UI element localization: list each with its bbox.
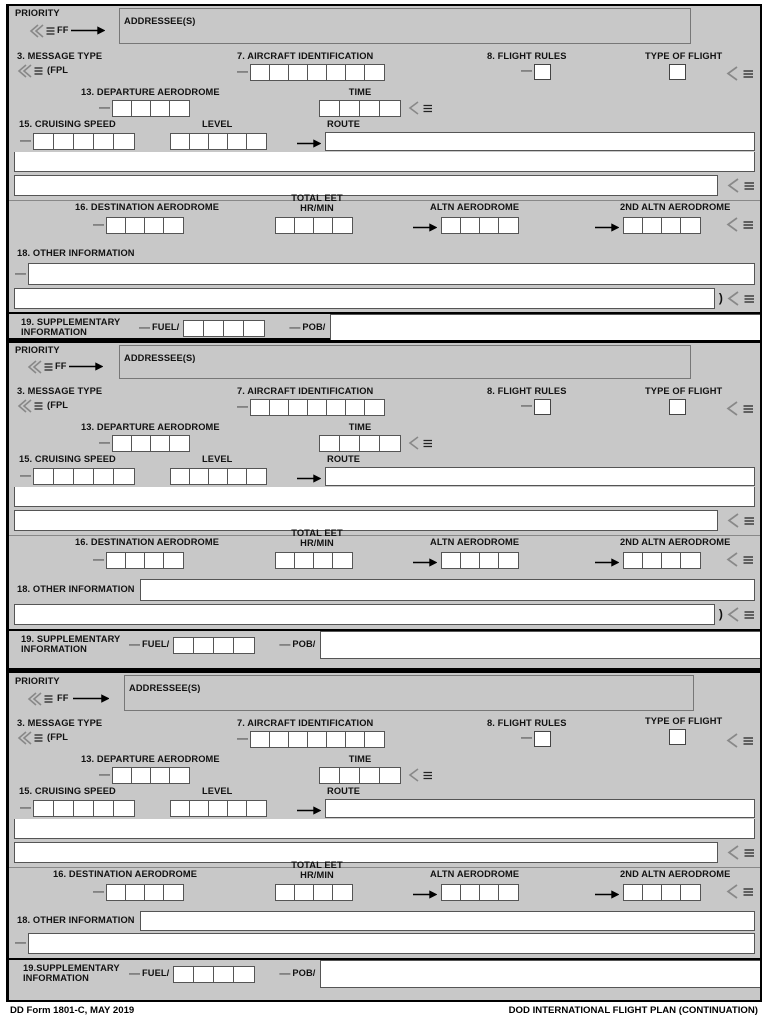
- route-label: ROUTE: [327, 786, 361, 796]
- flight-plan-block-3: [6, 670, 762, 1002]
- type-of-flight-input[interactable]: [669, 729, 686, 745]
- supplementary-label: 19. SUPPLEMENTARY: [21, 317, 121, 328]
- second-altn-aerodrome-input[interactable]: [623, 217, 701, 234]
- aircraft-id-input[interactable]: [250, 731, 385, 748]
- total-eet-input[interactable]: [275, 552, 353, 569]
- priority-label: PRIORITY: [15, 676, 60, 686]
- hr-min-label: HR/MIN: [300, 202, 334, 213]
- altn-aerodrome-input[interactable]: [441, 884, 519, 901]
- pob-label: POB/: [302, 322, 326, 333]
- flight-rules-input[interactable]: [534, 399, 551, 415]
- right-arrow-icon: [595, 890, 619, 899]
- time-group: [319, 88, 433, 117]
- dash-marker: —: [279, 638, 291, 651]
- message-type-label: 3. MESSAGE TYPE: [17, 51, 103, 61]
- message-type-group: [17, 52, 102, 78]
- dash-marker: —: [99, 436, 110, 449]
- information-label: INFORMATION: [21, 327, 87, 337]
- other-information-label: 18. OTHER INFORMATION: [17, 584, 135, 595]
- destination-aerodrome-label: 16. DESTINATION AERODROME: [75, 537, 220, 547]
- chevron-bars-icon: [725, 552, 754, 567]
- route-line2-input[interactable]: [14, 487, 755, 507]
- message-type-label: 3. MESSAGE TYPE: [17, 386, 103, 396]
- route-line2-input[interactable]: [14, 819, 755, 839]
- cruising-speed-label: 15. CRUISING SPEED: [19, 454, 116, 464]
- altn-aerodrome-label: ALTN AERODROME: [430, 869, 520, 879]
- fuel-input[interactable]: [173, 966, 255, 983]
- fuel-label: FUEL/: [142, 968, 170, 979]
- addressees-label: ADDRESSEE(S): [129, 683, 201, 693]
- cruising-speed-label: 15. CRUISING SPEED: [19, 119, 116, 129]
- dash-marker: —: [93, 886, 104, 898]
- other-information-line2-input[interactable]: [14, 604, 715, 625]
- chevron-bars-icon: [407, 101, 433, 115]
- supplementary-label: 19. SUPPLEMENTARY: [21, 634, 121, 645]
- form-number-label: DD Form 1801-C, MAY 2019: [10, 1005, 135, 1016]
- form-title-label: DOD INTERNATIONAL FLIGHT PLAN (CONTINUATION): [508, 1005, 758, 1016]
- double-chevron-bars-icon: [17, 399, 43, 413]
- pob-label: POB/: [292, 639, 316, 650]
- double-chevron-bars-icon: [27, 692, 53, 706]
- priority-label: PRIORITY: [15, 345, 60, 355]
- long-right-arrow-icon: [73, 694, 109, 703]
- ff-label: FF: [57, 692, 69, 703]
- route-line3-input[interactable]: [14, 510, 718, 531]
- long-right-arrow-icon: [69, 362, 103, 371]
- type-of-flight-input[interactable]: [669, 399, 686, 415]
- total-eet-input[interactable]: [275, 884, 353, 901]
- dash-marker: —: [237, 400, 248, 413]
- right-arrow-icon: [595, 223, 619, 232]
- departure-aerodrome-input[interactable]: [112, 435, 190, 452]
- pob-input[interactable]: [320, 960, 761, 988]
- right-arrow-icon: [297, 806, 321, 815]
- dash-marker: —: [129, 967, 140, 980]
- addressees-input[interactable]: [129, 696, 693, 716]
- chevron-bars-icon: [725, 733, 754, 748]
- addressees-label: ADDRESSEE(S): [124, 353, 196, 363]
- flight-rules-label: 8. FLIGHT RULES: [487, 386, 567, 396]
- flight-rules-group: [487, 52, 567, 80]
- second-altn-aerodrome-input[interactable]: [623, 552, 701, 569]
- flight-rules-label: 8. FLIGHT RULES: [487, 51, 567, 61]
- cruising-speed-input[interactable]: [33, 468, 135, 485]
- route-label: ROUTE: [327, 454, 361, 464]
- cruising-speed-input[interactable]: [33, 800, 135, 817]
- information-label: INFORMATION: [23, 973, 89, 983]
- pob-input[interactable]: [330, 314, 761, 342]
- destination-aerodrome-input[interactable]: [106, 552, 184, 569]
- long-right-arrow-icon: [71, 26, 105, 35]
- flight-rules-label: 8. FLIGHT RULES: [487, 718, 567, 728]
- destination-aerodrome-label: 16. DESTINATION AERODROME: [75, 202, 220, 212]
- dash-marker: —: [237, 732, 248, 745]
- ff-label: FF: [55, 360, 67, 371]
- right-arrow-icon: [413, 890, 437, 899]
- flight-plan-block-1: [6, 4, 762, 340]
- destination-aerodrome-label: 16. DESTINATION AERODROME: [53, 869, 198, 879]
- dash-marker: —: [129, 638, 140, 651]
- dash-marker: —: [99, 101, 110, 114]
- message-type-label: 3. MESSAGE TYPE: [17, 718, 103, 728]
- second-altn-aerodrome-label: 2ND ALTN AERODROME: [620, 869, 731, 879]
- addressees-input[interactable]: [124, 366, 690, 384]
- departure-aerodrome-group: [81, 88, 220, 117]
- dash-marker: —: [20, 802, 31, 814]
- total-eet-input[interactable]: [275, 217, 353, 234]
- departure-aerodrome-label: 13. DEPARTURE AERODROME: [81, 87, 220, 97]
- dash-marker: —: [237, 65, 248, 78]
- dash-marker: —: [139, 321, 150, 334]
- altn-aerodrome-label: ALTN AERODROME: [430, 202, 520, 212]
- chevron-bars-icon: [726, 291, 755, 306]
- fpl-label: (FPL: [47, 64, 69, 75]
- type-of-flight-label: TYPE OF FLIGHT: [645, 51, 723, 61]
- departure-aerodrome-input[interactable]: [112, 100, 190, 117]
- chevron-bars-icon: [726, 607, 755, 622]
- type-of-flight-label: TYPE OF FLIGHT: [645, 716, 723, 726]
- second-altn-aerodrome-label: 2ND ALTN AERODROME: [620, 537, 731, 547]
- fpl-label: (FPL: [47, 399, 69, 410]
- other-information-label: 18. OTHER INFORMATION: [17, 915, 135, 926]
- flight-rules-input[interactable]: [534, 64, 551, 80]
- route-input[interactable]: [325, 467, 755, 486]
- level-label: LEVEL: [202, 119, 233, 129]
- aircraft-id-label: 7. AIRCRAFT IDENTIFICATION: [237, 718, 374, 728]
- route-line2-input[interactable]: [14, 152, 755, 172]
- double-chevron-bars-icon: [29, 24, 55, 38]
- close-paren-label: ): [718, 607, 723, 622]
- chevron-bars-icon: [726, 513, 755, 528]
- route-line3-input[interactable]: [14, 175, 718, 196]
- other-information-line2-input[interactable]: [14, 288, 715, 309]
- dash-marker: —: [20, 135, 31, 147]
- hr-min-label: HR/MIN: [300, 869, 334, 880]
- other-information-input[interactable]: [140, 911, 755, 931]
- other-information-line2-input[interactable]: [28, 933, 755, 954]
- supplementary-label: 19.SUPPLEMENTARY: [23, 963, 120, 974]
- aircraft-id-group: [237, 52, 385, 81]
- chevron-bars-icon: [725, 66, 754, 81]
- double-chevron-bars-icon: [17, 64, 43, 78]
- altn-aerodrome-label: ALTN AERODROME: [430, 537, 520, 547]
- fpl-label: (FPL: [47, 731, 69, 742]
- fuel-input[interactable]: [173, 637, 255, 654]
- close-paren-label: ): [718, 291, 723, 306]
- dash-marker: —: [521, 732, 532, 745]
- aircraft-id-label: 7. AIRCRAFT IDENTIFICATION: [237, 386, 374, 396]
- route-label: ROUTE: [327, 119, 361, 129]
- hr-min-label: HR/MIN: [300, 537, 334, 548]
- other-information-label: 18. OTHER INFORMATION: [17, 248, 135, 258]
- aircraft-id-label: 7. AIRCRAFT IDENTIFICATION: [237, 51, 374, 61]
- dash-marker: —: [289, 321, 301, 334]
- chevron-bars-icon: [407, 436, 433, 450]
- priority-group: [9, 343, 119, 387]
- double-chevron-bars-icon: [17, 731, 43, 745]
- second-altn-aerodrome-input[interactable]: [623, 884, 701, 901]
- departure-aerodrome-label: 13. DEPARTURE AERODROME: [81, 754, 220, 764]
- level-label: LEVEL: [202, 454, 233, 464]
- level-input[interactable]: [170, 133, 267, 150]
- route-line3-input[interactable]: [14, 842, 718, 863]
- destination-aerodrome-input[interactable]: [106, 217, 184, 234]
- departure-aerodrome-label: 13. DEPARTURE AERODROME: [81, 422, 220, 432]
- priority-label: PRIORITY: [15, 8, 60, 18]
- aircraft-id-input[interactable]: [250, 399, 385, 416]
- total-eet-label: TOTAL EET: [291, 528, 343, 538]
- fuel-input[interactable]: [183, 320, 265, 337]
- type-of-flight-group: [645, 52, 722, 80]
- chevron-bars-icon: [725, 217, 754, 232]
- chevron-bars-icon: [407, 768, 433, 782]
- departure-aerodrome-input[interactable]: [112, 767, 190, 784]
- right-arrow-icon: [297, 474, 321, 483]
- cruising-speed-input[interactable]: [33, 133, 135, 150]
- level-label: LEVEL: [202, 786, 233, 796]
- chevron-bars-icon: [726, 178, 755, 193]
- right-arrow-icon: [595, 558, 619, 567]
- fuel-label: FUEL/: [142, 639, 170, 650]
- time-label: TIME: [348, 87, 372, 97]
- double-chevron-bars-icon: [27, 360, 53, 374]
- altn-aerodrome-input[interactable]: [441, 217, 519, 234]
- addressees-label: ADDRESSEE(S): [124, 16, 196, 26]
- pob-input[interactable]: [320, 631, 761, 659]
- altn-aerodrome-input[interactable]: [441, 552, 519, 569]
- time-input[interactable]: [319, 100, 401, 117]
- addressees-input[interactable]: [124, 29, 690, 49]
- right-arrow-icon: [413, 558, 437, 567]
- type-of-flight-input[interactable]: [669, 64, 686, 80]
- time-input[interactable]: [319, 767, 401, 784]
- second-altn-aerodrome-label: 2ND ALTN AERODROME: [620, 202, 731, 212]
- right-arrow-icon: [297, 139, 321, 148]
- dash-marker: —: [521, 65, 532, 78]
- dash-marker: —: [99, 768, 110, 781]
- chevron-bars-icon: [726, 845, 755, 860]
- aircraft-id-input[interactable]: [250, 64, 385, 81]
- form-footer: [6, 1002, 762, 1016]
- route-input[interactable]: [325, 132, 755, 151]
- ff-label: FF: [57, 24, 69, 35]
- route-input[interactable]: [325, 799, 755, 818]
- dash-marker: —: [521, 400, 532, 413]
- level-input[interactable]: [170, 800, 267, 817]
- dash-marker: —: [93, 554, 104, 566]
- time-label: TIME: [348, 754, 372, 764]
- flight-plan-block-2: [6, 340, 762, 670]
- total-eet-label: TOTAL EET: [291, 860, 343, 870]
- information-label: INFORMATION: [21, 644, 87, 654]
- right-arrow-icon: [413, 223, 437, 232]
- type-of-flight-label: TYPE OF FLIGHT: [645, 386, 723, 396]
- dash-marker: —: [15, 937, 26, 949]
- priority-group: [9, 673, 124, 719]
- total-eet-label: TOTAL EET: [291, 193, 343, 203]
- dash-marker: —: [93, 219, 104, 231]
- flight-rules-input[interactable]: [534, 731, 551, 747]
- fuel-label: FUEL/: [152, 322, 180, 333]
- chevron-bars-icon: [725, 884, 754, 899]
- priority-group: [9, 6, 119, 52]
- dash-marker: —: [279, 967, 291, 980]
- level-input[interactable]: [170, 468, 267, 485]
- dash-marker: —: [20, 470, 31, 482]
- destination-aerodrome-input[interactable]: [106, 884, 184, 901]
- pob-label: POB/: [292, 968, 316, 979]
- chevron-bars-icon: [725, 401, 754, 416]
- time-input[interactable]: [319, 435, 401, 452]
- cruising-speed-label: 15. CRUISING SPEED: [19, 786, 116, 796]
- dash-marker: —: [15, 267, 26, 280]
- other-information-input[interactable]: [140, 579, 755, 601]
- other-information-input[interactable]: [28, 263, 755, 285]
- time-label: TIME: [348, 422, 372, 432]
